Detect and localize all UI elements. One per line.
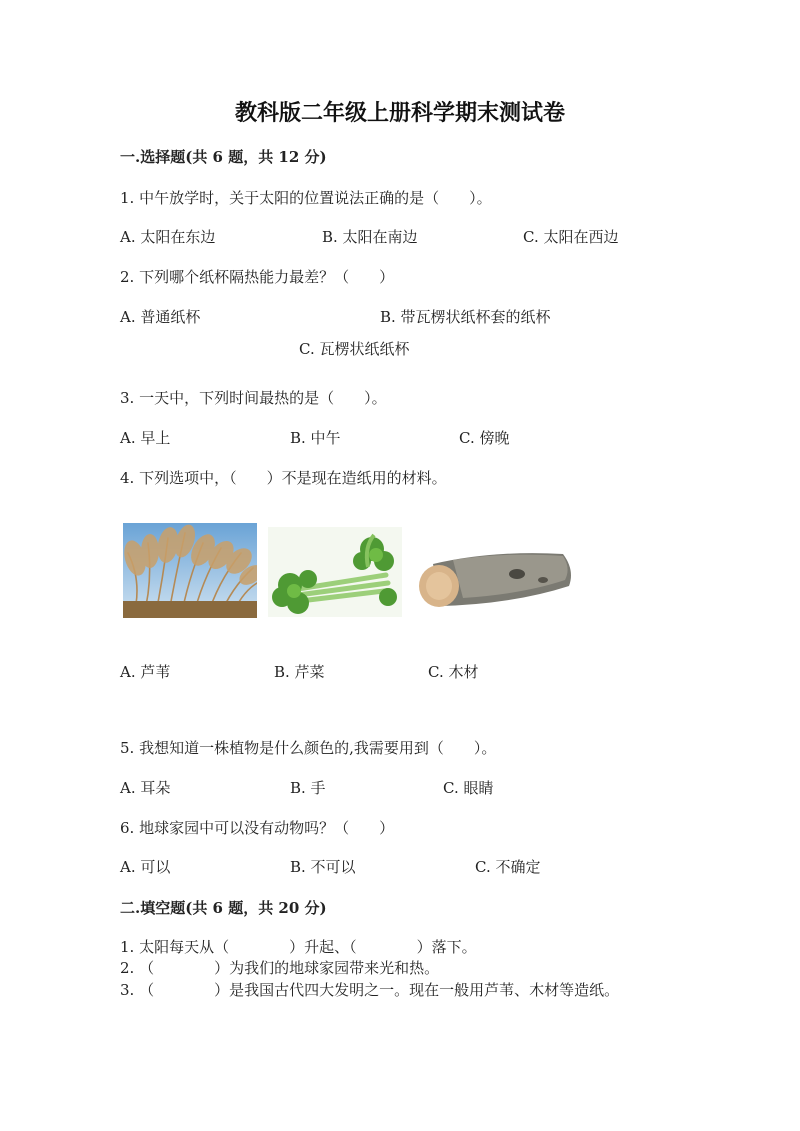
fill-blank-3: 3. （ ）是我国古代四大发明之一。现在一般用芦苇、木材等造纸。: [120, 981, 620, 999]
page-title: 教科版二年级上册科学期末测试卷: [234, 100, 565, 126]
question-5-option-c: C. 眼睛: [443, 779, 494, 797]
question-5-stem: 5. 我想知道一株植物是什么颜色的,我需要用到（ ）。: [120, 739, 497, 757]
question-5-option-b: B. 手: [290, 779, 326, 797]
question-6-option-b: B. 不可以: [290, 858, 356, 876]
section-heading-choice: 一.选择题(共 6 题，共 12 分): [120, 148, 327, 166]
question-2-option-b: B. 带瓦楞状纸杯套的纸杯: [380, 308, 551, 326]
fill-blank-1: 1. 太阳每天从（ ）升起、（ ）落下。: [120, 938, 477, 956]
question-6-option-c: C. 不确定: [475, 858, 541, 876]
question-2-option-a: A. 普通纸杯: [120, 308, 201, 326]
question-4-stem: 4. 下列选项中，（ ）不是现在造纸用的材料。: [120, 469, 447, 487]
question-2-stem: 2. 下列哪个纸杯隔热能力最差？（ ）: [120, 268, 395, 286]
question-4-option-b: B. 芹菜: [274, 663, 325, 681]
question-1-option-b: B. 太阳在南边: [322, 228, 418, 246]
question-4-option-c: C. 木材: [428, 663, 479, 681]
question-4-option-a: A. 芦苇: [120, 663, 171, 681]
question-3-option-b: B. 中午: [290, 429, 341, 447]
question-6-option-a: A. 可以: [120, 858, 171, 876]
question-6-stem: 6. 地球家园中可以没有动物吗？（ ）: [120, 819, 395, 837]
section-heading-fill-blank: 二.填空题(共 6 题，共 20 分): [120, 899, 327, 917]
question-1-stem: 1. 中午放学时，关于太阳的位置说法正确的是（ ）。: [120, 189, 492, 207]
celery-photo: [268, 527, 402, 617]
question-3-stem: 3. 一天中，下列时间最热的是（ ）。: [120, 389, 387, 407]
question-3-option-c: C. 傍晚: [459, 429, 510, 447]
question-3-option-a: A. 早上: [120, 429, 171, 447]
wood-log-photo: [413, 550, 575, 610]
question-1-option-c: C. 太阳在西边: [523, 228, 619, 246]
question-5-option-a: A. 耳朵: [120, 779, 171, 797]
fill-blank-2: 2. （ ）为我们的地球家园带来光和热。: [120, 959, 440, 977]
question-2-option-c: C. 瓦楞状纸纸杯: [299, 340, 410, 358]
question-1-option-a: A. 太阳在东边: [120, 228, 216, 246]
reed-photo: [123, 523, 257, 618]
